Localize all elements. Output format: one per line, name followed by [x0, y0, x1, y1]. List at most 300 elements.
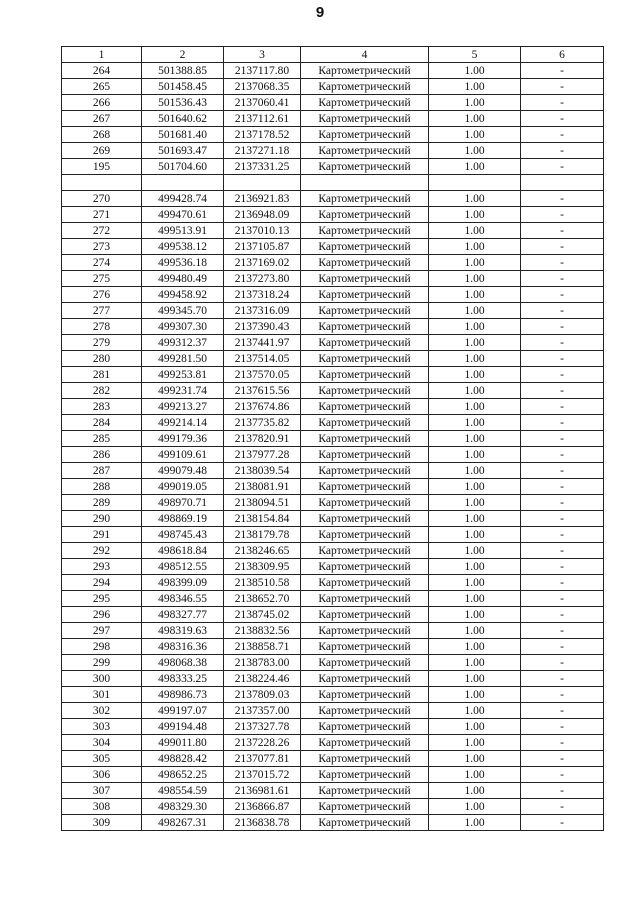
table-row: [62, 287, 604, 303]
cell-point-number: 279: [62, 335, 142, 351]
cell-accuracy: 1.00: [429, 463, 521, 479]
cell-point-number: 268: [62, 127, 142, 143]
cell-y-coordinate: 2137169.02: [224, 255, 301, 271]
cell-method: Картометрический: [301, 159, 429, 175]
cell-accuracy: 1.00: [429, 447, 521, 463]
cell-method: Картометрический: [301, 559, 429, 575]
cell-note: -: [521, 479, 604, 495]
cell-y-coordinate: 2137674.86: [224, 399, 301, 415]
table-row: [62, 527, 604, 543]
cell-x-coordinate: 499194.48: [142, 719, 224, 735]
table-row: [62, 591, 604, 607]
cell-method: Картометрический: [301, 783, 429, 799]
cell-accuracy: 1.00: [429, 319, 521, 335]
cell-point-number: 294: [62, 575, 142, 591]
cell-x-coordinate: 498329.30: [142, 799, 224, 815]
cell-x-coordinate: 499197.07: [142, 703, 224, 719]
cell-method: Картометрический: [301, 751, 429, 767]
cell-accuracy: 1.00: [429, 335, 521, 351]
cell-method: Картометрический: [301, 495, 429, 511]
cell-point-number: 266: [62, 95, 142, 111]
cell-accuracy: 1.00: [429, 399, 521, 415]
cell-method: Картометрический: [301, 463, 429, 479]
cell-point-number: 272: [62, 223, 142, 239]
cell-accuracy: 1.00: [429, 671, 521, 687]
cell-accuracy: [429, 175, 521, 191]
cell-note: -: [521, 287, 604, 303]
table-row: [62, 447, 604, 463]
cell-accuracy: 1.00: [429, 719, 521, 735]
cell-method: Картометрический: [301, 543, 429, 559]
cell-method: Картометрический: [301, 687, 429, 703]
table-row: [62, 143, 604, 159]
cell-x-coordinate: 501536.43: [142, 95, 224, 111]
cell-note: -: [521, 447, 604, 463]
cell-note: -: [521, 351, 604, 367]
cell-accuracy: 1.00: [429, 815, 521, 831]
cell-x-coordinate: 498970.71: [142, 495, 224, 511]
cell-note: -: [521, 399, 604, 415]
cell-note: -: [521, 767, 604, 783]
cell-method: Картометрический: [301, 303, 429, 319]
cell-y-coordinate: 2137735.82: [224, 415, 301, 431]
cell-y-coordinate: 2137112.61: [224, 111, 301, 127]
table-row: [62, 623, 604, 639]
cell-note: -: [521, 527, 604, 543]
cell-method: Картометрический: [301, 127, 429, 143]
cell-method: Картометрический: [301, 623, 429, 639]
cell-accuracy: 1.00: [429, 383, 521, 399]
cell-y-coordinate: 2138094.51: [224, 495, 301, 511]
cell-y-coordinate: 2138039.54: [224, 463, 301, 479]
page-number: 9: [315, 4, 325, 21]
cell-method: Картометрический: [301, 191, 429, 207]
cell-point-number: 301: [62, 687, 142, 703]
cell-x-coordinate: 498346.55: [142, 591, 224, 607]
cell-y-coordinate: 2137228.26: [224, 735, 301, 751]
cell-y-coordinate: 2136921.83: [224, 191, 301, 207]
cell-y-coordinate: 2138309.95: [224, 559, 301, 575]
cell-accuracy: 1.00: [429, 511, 521, 527]
cell-point-number: 298: [62, 639, 142, 655]
cell-x-coordinate: 499345.70: [142, 303, 224, 319]
cell-note: -: [521, 63, 604, 79]
cell-accuracy: 1.00: [429, 287, 521, 303]
table-row: [62, 639, 604, 655]
cell-x-coordinate: 499011.80: [142, 735, 224, 751]
cell-method: Картометрический: [301, 223, 429, 239]
cell-point-number: 282: [62, 383, 142, 399]
header-col-5: 5: [429, 47, 521, 63]
cell-method: Картометрический: [301, 735, 429, 751]
cell-accuracy: 1.00: [429, 255, 521, 271]
cell-accuracy: 1.00: [429, 191, 521, 207]
cell-x-coordinate: [142, 175, 224, 191]
cell-accuracy: 1.00: [429, 591, 521, 607]
cell-y-coordinate: 2137015.72: [224, 767, 301, 783]
cell-x-coordinate: 498652.25: [142, 767, 224, 783]
cell-y-coordinate: 2137273.80: [224, 271, 301, 287]
cell-y-coordinate: 2137117.80: [224, 63, 301, 79]
cell-note: -: [521, 303, 604, 319]
cell-accuracy: 1.00: [429, 495, 521, 511]
cell-accuracy: 1.00: [429, 239, 521, 255]
cell-x-coordinate: 498327.77: [142, 607, 224, 623]
cell-method: Картометрический: [301, 575, 429, 591]
cell-note: -: [521, 783, 604, 799]
cell-y-coordinate: 2137331.25: [224, 159, 301, 175]
cell-note: -: [521, 639, 604, 655]
cell-note: -: [521, 383, 604, 399]
cell-note: -: [521, 239, 604, 255]
cell-accuracy: 1.00: [429, 735, 521, 751]
cell-method: Картометрический: [301, 111, 429, 127]
cell-x-coordinate: 501681.40: [142, 127, 224, 143]
cell-method: Картометрический: [301, 607, 429, 623]
cell-method: Картометрический: [301, 319, 429, 335]
cell-note: -: [521, 95, 604, 111]
cell-x-coordinate: 499470.61: [142, 207, 224, 223]
cell-y-coordinate: 2137077.81: [224, 751, 301, 767]
cell-y-coordinate: 2138510.58: [224, 575, 301, 591]
cell-note: -: [521, 159, 604, 175]
cell-method: Картометрический: [301, 399, 429, 415]
cell-y-coordinate: 2137820.91: [224, 431, 301, 447]
cell-method: Картометрический: [301, 383, 429, 399]
header-col-3: 3: [224, 47, 301, 63]
cell-method: Картометрический: [301, 479, 429, 495]
cell-accuracy: 1.00: [429, 783, 521, 799]
table-row: [62, 607, 604, 623]
cell-note: -: [521, 271, 604, 287]
cell-method: [301, 175, 429, 191]
cell-x-coordinate: 499480.49: [142, 271, 224, 287]
table-row: [62, 815, 604, 831]
table-row: [62, 703, 604, 719]
table-row: [62, 751, 604, 767]
cell-y-coordinate: 2136948.09: [224, 207, 301, 223]
cell-y-coordinate: 2137390.43: [224, 319, 301, 335]
cell-x-coordinate: 501458.45: [142, 79, 224, 95]
cell-point-number: 283: [62, 399, 142, 415]
cell-point-number: [62, 175, 142, 191]
cell-note: -: [521, 799, 604, 815]
cell-method: Картометрический: [301, 287, 429, 303]
cell-point-number: 284: [62, 415, 142, 431]
cell-y-coordinate: 2137178.52: [224, 127, 301, 143]
coordinates-table: [61, 46, 604, 831]
cell-method: Картометрический: [301, 591, 429, 607]
table-body: [62, 63, 604, 831]
table-row: [62, 799, 604, 815]
table-row: [62, 175, 604, 191]
cell-x-coordinate: 499213.27: [142, 399, 224, 415]
cell-x-coordinate: 499538.12: [142, 239, 224, 255]
cell-method: Картометрический: [301, 639, 429, 655]
cell-point-number: 308: [62, 799, 142, 815]
cell-x-coordinate: 499307.30: [142, 319, 224, 335]
cell-note: -: [521, 111, 604, 127]
cell-y-coordinate: 2137316.09: [224, 303, 301, 319]
cell-x-coordinate: 498316.36: [142, 639, 224, 655]
cell-point-number: 276: [62, 287, 142, 303]
table-row: [62, 399, 604, 415]
cell-method: Картометрический: [301, 527, 429, 543]
cell-accuracy: 1.00: [429, 351, 521, 367]
cell-point-number: 270: [62, 191, 142, 207]
table-row: [62, 239, 604, 255]
cell-accuracy: 1.00: [429, 207, 521, 223]
cell-accuracy: 1.00: [429, 367, 521, 383]
cell-method: Картометрический: [301, 447, 429, 463]
cell-x-coordinate: 498512.55: [142, 559, 224, 575]
cell-accuracy: 1.00: [429, 303, 521, 319]
cell-method: Картометрический: [301, 415, 429, 431]
cell-x-coordinate: 499428.74: [142, 191, 224, 207]
cell-y-coordinate: 2138745.02: [224, 607, 301, 623]
cell-accuracy: 1.00: [429, 607, 521, 623]
cell-note: [521, 175, 604, 191]
cell-y-coordinate: 2138154.84: [224, 511, 301, 527]
cell-note: -: [521, 543, 604, 559]
cell-accuracy: 1.00: [429, 655, 521, 671]
cell-note: -: [521, 223, 604, 239]
table-row: [62, 687, 604, 703]
cell-note: -: [521, 335, 604, 351]
cell-x-coordinate: 499458.92: [142, 287, 224, 303]
cell-accuracy: 1.00: [429, 543, 521, 559]
cell-point-number: 286: [62, 447, 142, 463]
table-row: [62, 495, 604, 511]
cell-y-coordinate: 2138832.56: [224, 623, 301, 639]
cell-method: Картометрический: [301, 271, 429, 287]
cell-method: Картометрический: [301, 767, 429, 783]
cell-note: -: [521, 207, 604, 223]
cell-x-coordinate: 499253.81: [142, 367, 224, 383]
cell-point-number: 307: [62, 783, 142, 799]
table-row: [62, 79, 604, 95]
cell-x-coordinate: 498828.42: [142, 751, 224, 767]
cell-note: -: [521, 575, 604, 591]
cell-note: -: [521, 191, 604, 207]
table-row: [62, 575, 604, 591]
cell-point-number: 291: [62, 527, 142, 543]
cell-method: Картометрический: [301, 511, 429, 527]
cell-point-number: 195: [62, 159, 142, 175]
cell-accuracy: 1.00: [429, 479, 521, 495]
table-row: [62, 559, 604, 575]
cell-accuracy: 1.00: [429, 751, 521, 767]
cell-x-coordinate: 498267.31: [142, 815, 224, 831]
table-row: [62, 735, 604, 751]
cell-note: -: [521, 79, 604, 95]
cell-point-number: 281: [62, 367, 142, 383]
table-row: [62, 127, 604, 143]
cell-point-number: 302: [62, 703, 142, 719]
cell-method: Картометрический: [301, 671, 429, 687]
cell-y-coordinate: 2138179.78: [224, 527, 301, 543]
table-row: [62, 415, 604, 431]
table-row: [62, 255, 604, 271]
table-row: [62, 431, 604, 447]
table-row: [62, 63, 604, 79]
cell-note: -: [521, 655, 604, 671]
cell-point-number: 305: [62, 751, 142, 767]
cell-x-coordinate: 498399.09: [142, 575, 224, 591]
cell-point-number: 292: [62, 543, 142, 559]
cell-y-coordinate: 2136866.87: [224, 799, 301, 815]
cell-point-number: 264: [62, 63, 142, 79]
cell-y-coordinate: 2137570.05: [224, 367, 301, 383]
cell-x-coordinate: 499281.50: [142, 351, 224, 367]
cell-point-number: 296: [62, 607, 142, 623]
table-row: [62, 223, 604, 239]
cell-method: Картометрический: [301, 335, 429, 351]
table-row: [62, 159, 604, 175]
cell-y-coordinate: 2138224.46: [224, 671, 301, 687]
cell-y-coordinate: 2136981.61: [224, 783, 301, 799]
cell-method: Картометрический: [301, 351, 429, 367]
cell-note: -: [521, 127, 604, 143]
cell-x-coordinate: 501693.47: [142, 143, 224, 159]
cell-accuracy: 1.00: [429, 575, 521, 591]
cell-method: Картометрический: [301, 367, 429, 383]
cell-note: -: [521, 431, 604, 447]
cell-method: Картометрический: [301, 255, 429, 271]
cell-point-number: 297: [62, 623, 142, 639]
cell-y-coordinate: 2137068.35: [224, 79, 301, 95]
cell-x-coordinate: 499214.14: [142, 415, 224, 431]
header-col-1: 1: [62, 47, 142, 63]
cell-accuracy: 1.00: [429, 159, 521, 175]
cell-note: -: [521, 623, 604, 639]
cell-note: -: [521, 559, 604, 575]
cell-method: Картометрический: [301, 431, 429, 447]
cell-note: -: [521, 703, 604, 719]
table-row: [62, 351, 604, 367]
cell-x-coordinate: 498618.84: [142, 543, 224, 559]
cell-method: Картометрический: [301, 655, 429, 671]
cell-x-coordinate: 498319.63: [142, 623, 224, 639]
cell-accuracy: 1.00: [429, 79, 521, 95]
table-row: [62, 111, 604, 127]
cell-x-coordinate: 499312.37: [142, 335, 224, 351]
table-row: [62, 335, 604, 351]
cell-point-number: 274: [62, 255, 142, 271]
table-row: [62, 271, 604, 287]
cell-accuracy: 1.00: [429, 431, 521, 447]
cell-note: -: [521, 735, 604, 751]
table-row: [62, 191, 604, 207]
cell-x-coordinate: 499513.91: [142, 223, 224, 239]
cell-accuracy: 1.00: [429, 767, 521, 783]
cell-x-coordinate: 498333.25: [142, 671, 224, 687]
cell-point-number: 288: [62, 479, 142, 495]
cell-point-number: 287: [62, 463, 142, 479]
cell-accuracy: 1.00: [429, 687, 521, 703]
cell-point-number: 290: [62, 511, 142, 527]
cell-y-coordinate: 2138246.65: [224, 543, 301, 559]
cell-point-number: 299: [62, 655, 142, 671]
cell-method: Картометрический: [301, 799, 429, 815]
cell-x-coordinate: 499536.18: [142, 255, 224, 271]
cell-point-number: 269: [62, 143, 142, 159]
table-row: [62, 543, 604, 559]
header-col-4: 4: [301, 47, 429, 63]
table-row: [62, 671, 604, 687]
cell-x-coordinate: 499079.48: [142, 463, 224, 479]
cell-point-number: 285: [62, 431, 142, 447]
cell-x-coordinate: 498068.38: [142, 655, 224, 671]
cell-x-coordinate: 501704.60: [142, 159, 224, 175]
cell-x-coordinate: 498554.59: [142, 783, 224, 799]
cell-point-number: 271: [62, 207, 142, 223]
cell-point-number: 265: [62, 79, 142, 95]
cell-note: -: [521, 463, 604, 479]
cell-note: -: [521, 719, 604, 735]
cell-accuracy: 1.00: [429, 799, 521, 815]
cell-y-coordinate: 2137357.00: [224, 703, 301, 719]
cell-y-coordinate: [224, 175, 301, 191]
cell-note: -: [521, 591, 604, 607]
cell-accuracy: 1.00: [429, 111, 521, 127]
cell-note: -: [521, 687, 604, 703]
cell-note: -: [521, 671, 604, 687]
cell-x-coordinate: 499231.74: [142, 383, 224, 399]
cell-point-number: 267: [62, 111, 142, 127]
table-row: [62, 511, 604, 527]
cell-y-coordinate: 2138858.71: [224, 639, 301, 655]
cell-note: -: [521, 495, 604, 511]
cell-y-coordinate: 2137441.97: [224, 335, 301, 351]
cell-y-coordinate: 2137514.05: [224, 351, 301, 367]
cell-accuracy: 1.00: [429, 415, 521, 431]
cell-point-number: 293: [62, 559, 142, 575]
cell-accuracy: 1.00: [429, 223, 521, 239]
table-row: [62, 303, 604, 319]
cell-x-coordinate: 501388.85: [142, 63, 224, 79]
cell-y-coordinate: 2137977.28: [224, 447, 301, 463]
table-row: [62, 383, 604, 399]
cell-accuracy: 1.00: [429, 639, 521, 655]
cell-y-coordinate: 2137271.18: [224, 143, 301, 159]
header-col-2: 2: [142, 47, 224, 63]
cell-point-number: 295: [62, 591, 142, 607]
cell-x-coordinate: 498745.43: [142, 527, 224, 543]
cell-method: Картометрический: [301, 143, 429, 159]
cell-x-coordinate: 499179.36: [142, 431, 224, 447]
table-row: [62, 783, 604, 799]
cell-x-coordinate: 498986.73: [142, 687, 224, 703]
cell-method: Картометрический: [301, 815, 429, 831]
cell-point-number: 277: [62, 303, 142, 319]
header-col-6: 6: [521, 47, 604, 63]
cell-accuracy: 1.00: [429, 95, 521, 111]
table-header: [62, 47, 604, 63]
cell-note: -: [521, 367, 604, 383]
table-row: [62, 367, 604, 383]
cell-point-number: 280: [62, 351, 142, 367]
cell-note: -: [521, 815, 604, 831]
table-row: [62, 95, 604, 111]
cell-note: -: [521, 751, 604, 767]
table-row: [62, 767, 604, 783]
cell-x-coordinate: 499109.61: [142, 447, 224, 463]
cell-accuracy: 1.00: [429, 143, 521, 159]
table-row: [62, 479, 604, 495]
table-row: [62, 319, 604, 335]
cell-y-coordinate: 2138652.70: [224, 591, 301, 607]
